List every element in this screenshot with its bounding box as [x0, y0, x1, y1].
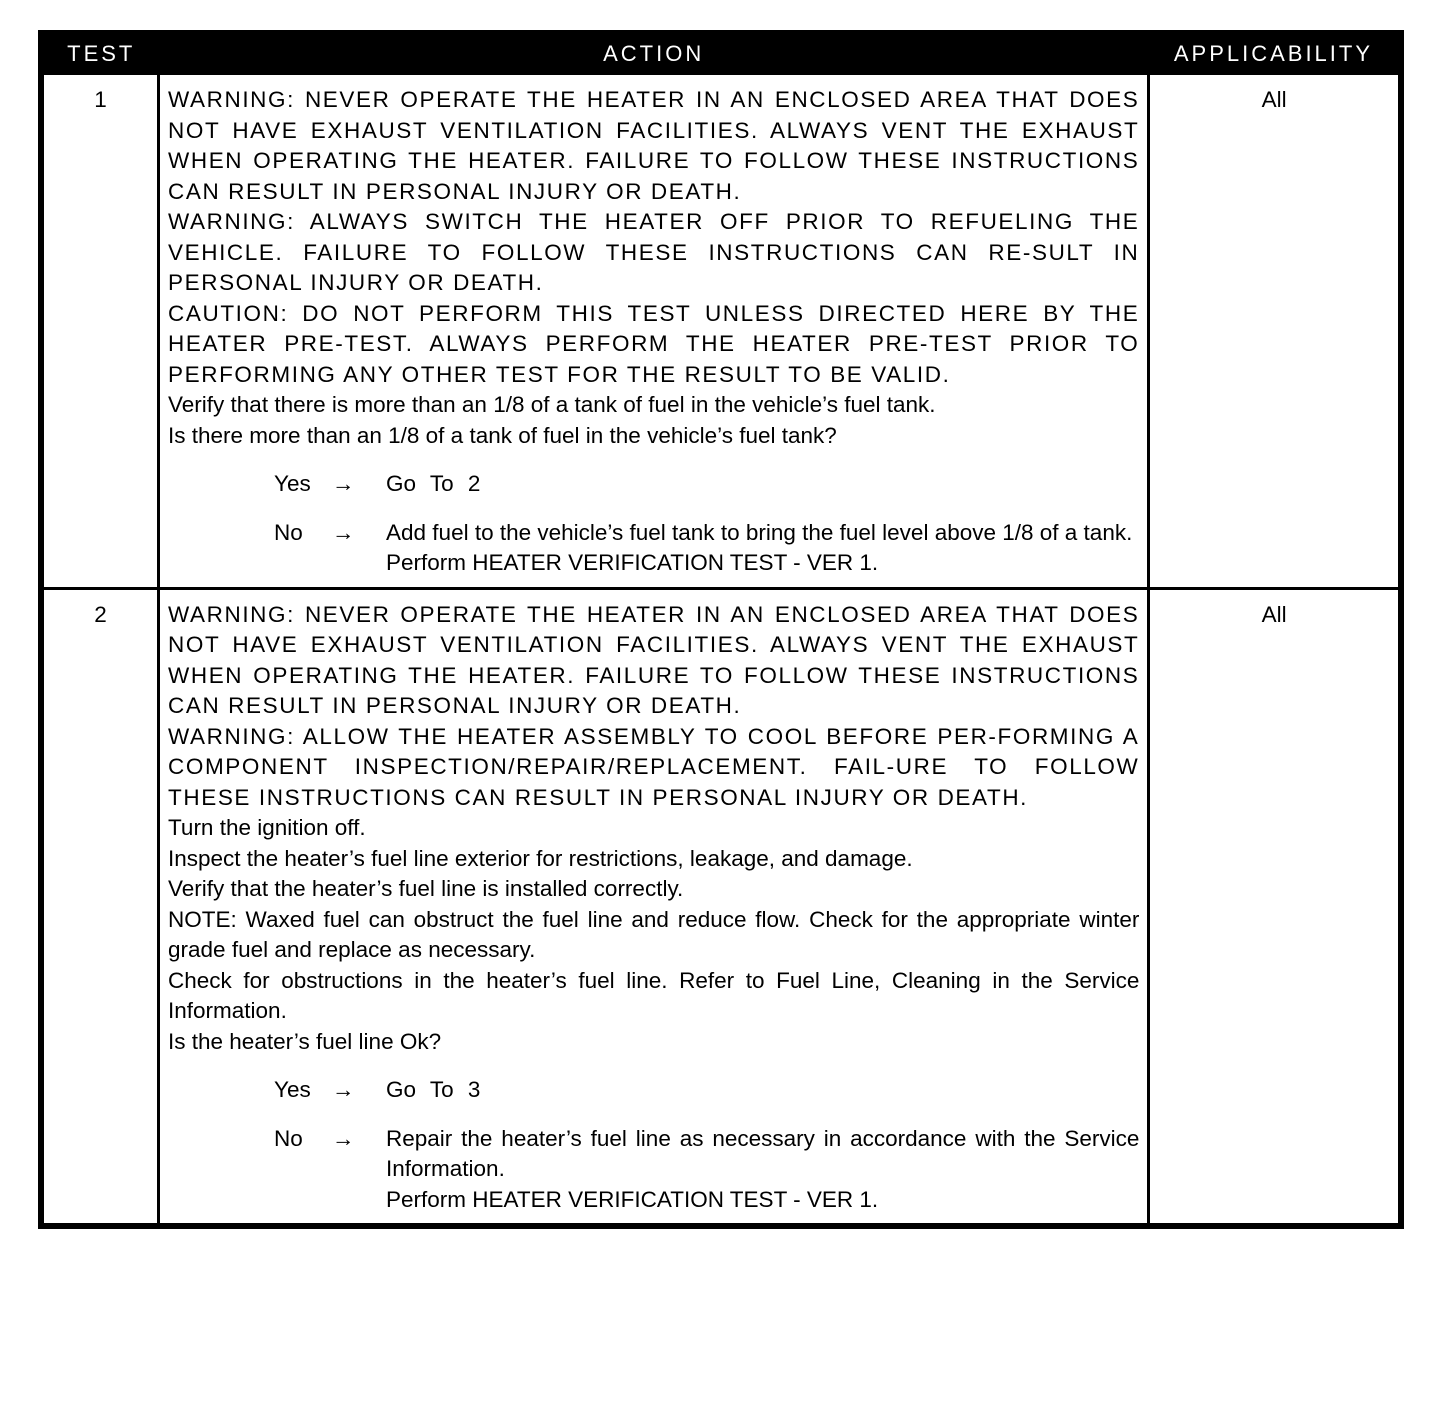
test-number: 2 [41, 588, 159, 1226]
no-answer [168, 518, 1139, 579]
instruction-text: Verify that the heater’s fuel line is installed correctly. [168, 876, 684, 901]
goto-text: Go To 3 [386, 1077, 481, 1102]
table-row [41, 74, 1401, 589]
warning-text: WARNING: ALWAYS SWITCH THE HEATER OFF PRIOR TO REFUELING THE VEHICLE. FAILURE TO FOLLOW THESE INSTRUCTIONS CAN RE-SULT IN PERSONAL INJURY OR DEATH. [168, 209, 1140, 295]
goto-text: Go To 2 [386, 471, 481, 496]
answer-options [168, 1075, 1139, 1215]
right-arrow-icon: → [332, 471, 355, 496]
instruction-text: Check for obstructions in the heater’s fuel line. Refer to Fuel Line, Cleaning in the Service Information. [168, 967, 1140, 1023]
question-text: Is there more than an 1/8 of a tank of fuel in the vehicle’s fuel tank? [168, 422, 837, 448]
no-result-line: Perform HEATER VERIFICATION TEST - VER 1. [386, 550, 879, 575]
yes-result [386, 1075, 1139, 1106]
test-number: 1 [41, 74, 159, 589]
instruction-text: Inspect the heater’s fuel line exterior for restrictions, leakage, and damage. [168, 845, 913, 871]
question-text: Is the heater’s fuel line Ok? [168, 1028, 442, 1054]
right-arrow-icon: → [332, 1125, 355, 1151]
table-row [41, 588, 1401, 1226]
no-result [386, 1124, 1139, 1216]
yes-answer [168, 1075, 1139, 1106]
action-cell [159, 74, 1149, 589]
no-result-line: Repair the heater’s fuel line as necessary in accordance with the Service Information. [386, 1125, 1140, 1181]
no-label: No [274, 519, 303, 545]
no-label: No [274, 1125, 303, 1151]
note-text: NOTE: Waxed fuel can obstruct the fuel line and reduce flow. Check for the appropriate winter grade fuel and replace as necessary. [168, 906, 1140, 962]
right-arrow-icon: → [332, 1077, 355, 1102]
diagnostic-test-table [38, 30, 1404, 1229]
caution-text: CAUTION: DO NOT PERFORM THIS TEST UNLESS DIRECTED HERE BY THE HEATER PRE-TEST. ALWAYS PERFORM THE HEATER PRE-TEST PRIOR TO PERFORMING ANY OTHER TEST FOR THE RESULT TO BE VALID. [168, 300, 1140, 387]
answer-options [168, 469, 1139, 579]
applicability-cell: All [1149, 74, 1401, 589]
warning-text: WARNING: ALLOW THE HEATER ASSEMBLY TO COOL BEFORE PER-FORMING A COMPONENT INSPECTION/REPAIR/REPLACEMENT. FAIL-URE TO FOLLOW THESE INSTRUCTIONS CAN RESULT IN PERSONAL INJURY OR DEATH. [168, 723, 1140, 810]
no-result-line: Perform HEATER VERIFICATION TEST - VER 1. [386, 1186, 879, 1212]
right-arrow-icon: → [332, 519, 355, 545]
warning-text: WARNING: NEVER OPERATE THE HEATER IN AN ENCLOSED AREA THAT DOES NOT HAVE EXHAUST VENTILATION FACILITIES. ALWAYS VENT THE EXHAUST WHEN OPERATING THE HEATER. FAILURE TO FOLLOW THESE INSTRUCTIONS CAN RESULT IN PERSONAL INJURY OR DEATH. [168, 87, 1140, 204]
header-test: TEST [41, 33, 159, 74]
diagnostic-test-table-page [38, 30, 1404, 1229]
table-header [41, 33, 1401, 74]
no-answer [168, 1124, 1139, 1216]
yes-answer [168, 469, 1139, 500]
instruction-text: Verify that there is more than an 1/8 of a tank of fuel in the vehicle’s fuel tank. [168, 392, 936, 417]
action-cell [159, 588, 1149, 1226]
yes-label: Yes [274, 1077, 311, 1102]
instruction-text: Turn the ignition off. [168, 815, 366, 840]
warning-text: WARNING: NEVER OPERATE THE HEATER IN AN ENCLOSED AREA THAT DOES NOT HAVE EXHAUST VENTILATION FACILITIES. ALWAYS VENT THE EXHAUST WHEN OPERATING THE HEATER. FAILURE TO FOLLOW THESE INSTRUCTIONS CAN RESULT IN PERSONAL INJURY OR DEATH. [168, 601, 1140, 718]
no-result-line: Add fuel to the vehicle’s fuel tank to bring the fuel level above 1/8 of a tank. [386, 519, 1133, 545]
header-applicability: APPLICABILITY [1149, 33, 1401, 74]
applicability-cell: All [1149, 588, 1401, 1226]
yes-label: Yes [274, 471, 311, 496]
no-result [386, 518, 1139, 579]
header-action: ACTION [159, 33, 1149, 74]
yes-result [386, 469, 1139, 500]
